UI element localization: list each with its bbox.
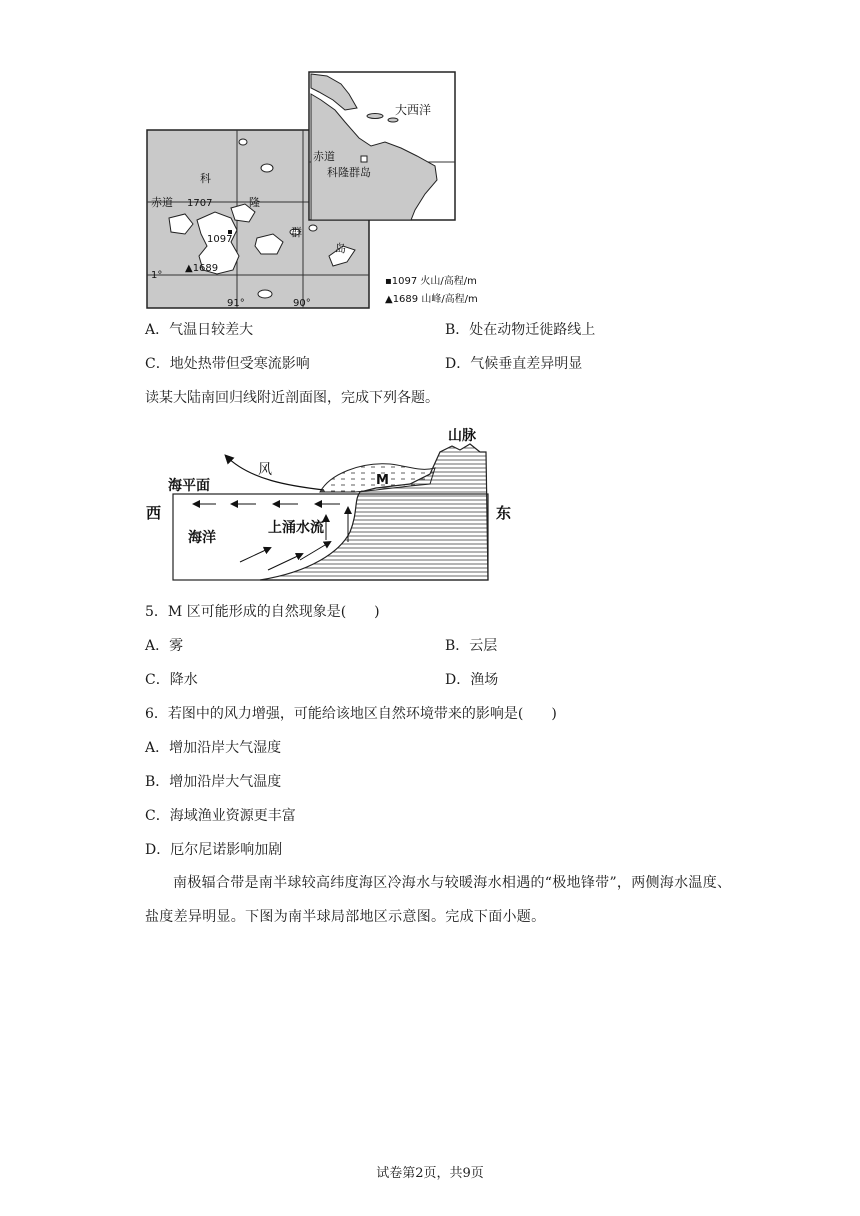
q5-option-c <box>145 670 198 690</box>
prev-option-b <box>445 320 595 340</box>
intro-profile: 读某大陆南回归线附近剖面图，完成下列各题。 <box>145 390 439 406</box>
q6-stem: 6．若图中的风力增强，可能给该地区自然环境带来的影响是( ) <box>145 706 557 722</box>
prev-option-c <box>145 354 310 374</box>
q5-option-a <box>145 636 183 656</box>
label-upwelling: 上涌水流 <box>268 520 324 536</box>
label-1097: 1097 <box>207 234 233 245</box>
option-letter: B． <box>445 322 470 338</box>
option-text: 气候垂直差异明显 <box>470 356 583 372</box>
legend-peak: ▲1689 山峰/高程/m <box>385 294 478 305</box>
option-text: 降水 <box>169 672 198 688</box>
caribbean-island-1 <box>367 114 383 119</box>
label-lon90: 90° <box>293 298 311 309</box>
label-1689: ▲1689 <box>185 263 219 274</box>
option-letter: A． <box>145 322 170 338</box>
wind-arrow <box>226 456 324 490</box>
option-text: 厄尔尼诺影响加剧 <box>170 842 283 858</box>
prev-option-a <box>145 320 253 340</box>
option-letter: C． <box>145 356 170 372</box>
option-text: 气温日较差大 <box>169 322 254 338</box>
label-wind: 风 <box>258 462 272 478</box>
option-letter: C． <box>145 808 170 824</box>
option-text: 云层 <box>469 638 498 654</box>
label-equator-inset: 赤道 <box>313 150 335 163</box>
label-dao: 岛 <box>335 242 346 255</box>
inset-islands-marker <box>361 156 367 162</box>
q6-option-d <box>145 840 282 860</box>
q6-option-c <box>145 806 296 826</box>
label-m: M <box>376 473 389 488</box>
option-letter: B． <box>445 638 470 654</box>
option-letter: C． <box>145 672 170 688</box>
option-letter: A． <box>145 740 170 756</box>
option-text: 增加沿岸大气湿度 <box>169 740 282 756</box>
q6-option-b <box>145 772 281 792</box>
legend-volcano: ▪1097 火山/高程/m <box>385 276 477 287</box>
small-island-1 <box>239 139 247 145</box>
q5-stem: 5．M 区可能形成的自然现象是( ) <box>145 604 380 620</box>
option-letter: A． <box>145 638 170 654</box>
small-island-2 <box>261 164 273 172</box>
option-text: 渔场 <box>470 672 499 688</box>
label-lat1: 1° <box>151 270 163 281</box>
q5-option-b <box>445 636 497 656</box>
label-atlantic: 大西洋 <box>395 103 432 117</box>
option-text: 增加沿岸大气温度 <box>169 774 282 790</box>
page-footer: 试卷第2页，共9页 <box>376 1166 484 1181</box>
intro-polar-front: 南极辐合带是南半球较高纬度海区冷海水与较暖海水相遇的“极地锋带”，两侧海水温度、盐度差异明显。下图为南半球局部地区示意图。完成下面小题。 <box>145 875 732 925</box>
label-qun: 群 <box>291 226 302 239</box>
label-ke: 科 <box>200 172 211 185</box>
label-sea-level: 海平面 <box>168 478 210 494</box>
option-letter: D． <box>445 356 471 372</box>
label-ocean: 海洋 <box>188 530 216 546</box>
label-east: 东 <box>496 504 512 522</box>
label-long: 隆 <box>249 196 260 209</box>
label-mountain: 山脉 <box>448 428 476 444</box>
option-text: 处在动物迁徙路线上 <box>469 322 596 338</box>
coastal-profile-figure <box>140 422 530 587</box>
option-text: 海域渔业资源更丰富 <box>169 808 296 824</box>
label-1707: 1707 <box>187 198 213 209</box>
option-text: 雾 <box>169 638 184 654</box>
option-letter: D． <box>445 672 471 688</box>
prev-option-d <box>445 354 582 374</box>
caribbean-island-2 <box>388 118 398 122</box>
label-west: 西 <box>146 504 162 522</box>
q6-option-a <box>145 738 281 758</box>
galapagos-map-figure <box>145 70 515 310</box>
option-letter: D． <box>145 842 171 858</box>
option-letter: B． <box>145 774 170 790</box>
label-islands-inset: 科隆群岛 <box>327 166 371 179</box>
label-lon91: 91° <box>227 298 245 309</box>
label-equator-main: 赤道 <box>151 196 173 209</box>
small-island-5 <box>309 225 317 231</box>
q5-option-d <box>445 670 498 690</box>
option-text: 地处热带但受寒流影响 <box>169 356 310 372</box>
small-island-4 <box>258 290 272 298</box>
